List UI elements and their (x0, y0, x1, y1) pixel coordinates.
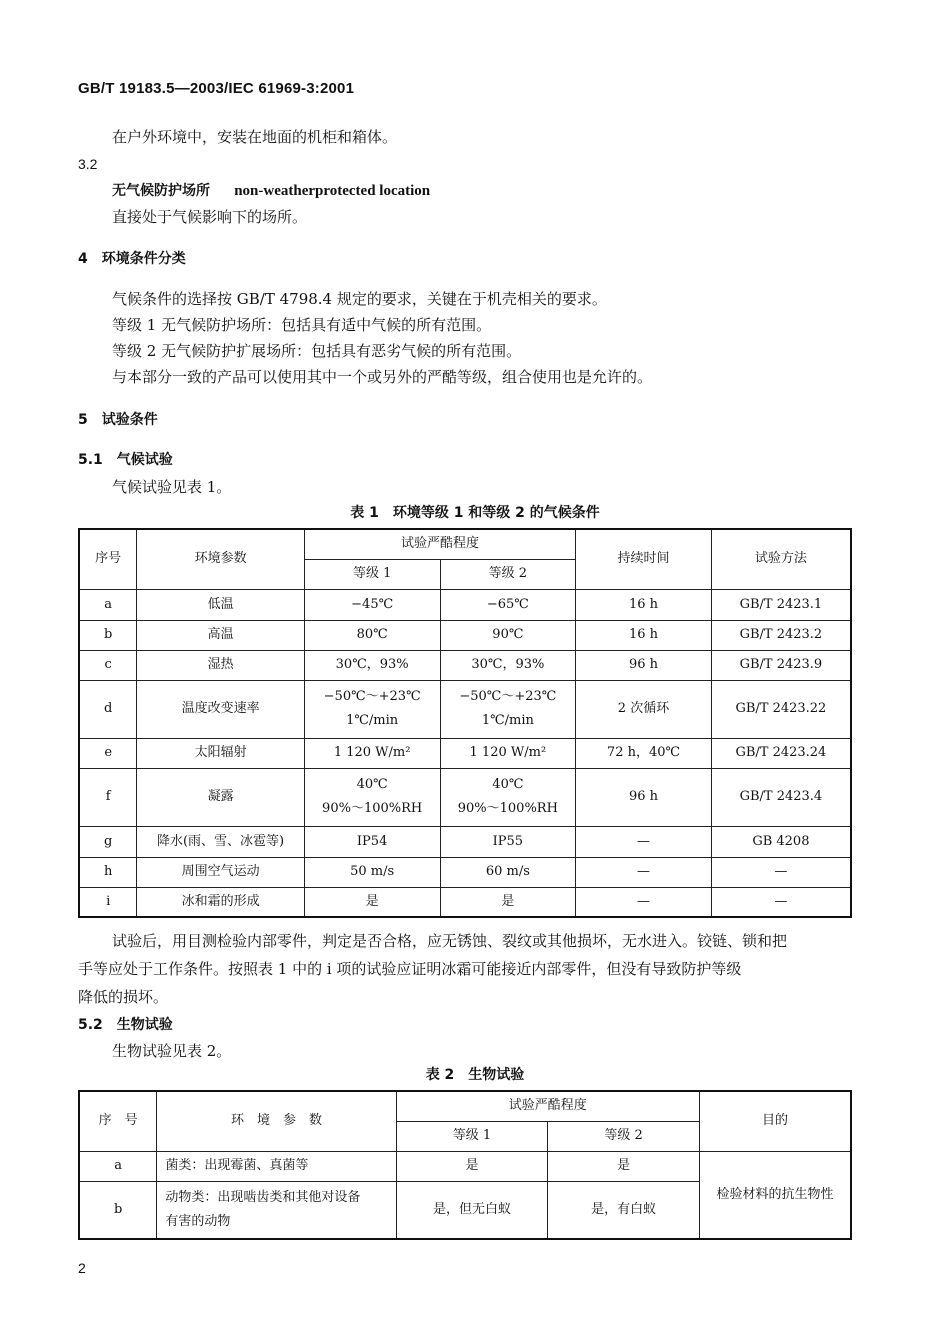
t2-l2: 是 (548, 1151, 700, 1181)
t1-l2: IP55 (440, 826, 576, 857)
table-row (79, 650, 851, 680)
t2-param: 菌类：出现霉菌、真菌等 (157, 1151, 396, 1181)
t2-l1: 是 (396, 1151, 548, 1181)
t1-param: 太阳辐射 (137, 738, 304, 768)
table-row (79, 738, 851, 768)
t1-method: GB/T 2423.1 (711, 589, 851, 620)
table-2 (78, 1090, 852, 1240)
term-definition: 直接处于气候影响下的场所。 (112, 208, 308, 226)
t1-header-level2: 等级 2 (440, 559, 576, 589)
t1-seq: a (79, 589, 137, 620)
table-row (79, 620, 851, 650)
t1-l2: 是 (440, 887, 576, 917)
t1-l1: 1 120 W/m² (304, 738, 440, 768)
t2-header-severity: 试验严酷程度 (396, 1091, 699, 1121)
t1-l2-line2: 90%～100%RH (457, 801, 558, 816)
section-4-line-2: 等级 1 无气候防护场所：包括具有适中气候的所有范围。 (112, 316, 492, 334)
table-row (79, 1151, 851, 1181)
t1-seq: b (79, 620, 137, 650)
table-1-caption: 表 1 环境等级 1 和等级 2 的气候条件 (350, 505, 600, 521)
t1-param: 降水(雨、雪、冰雹等) (137, 826, 304, 857)
t1-duration: 72 h，40℃ (576, 738, 712, 768)
section-4-line-4: 与本部分一致的产品可以使用其中一个或另外的严酷等级，组合使用也是允许的。 (112, 368, 653, 386)
t2-header-purpose: 目的 (699, 1091, 851, 1151)
t2-l1: 是，但无白蚁 (396, 1181, 548, 1239)
t1-l1 (304, 768, 440, 826)
term-heading (112, 180, 430, 200)
table-row (79, 589, 851, 620)
t1-l1: 50 m/s (304, 857, 440, 887)
t1-l2-line2: 1℃/min (481, 713, 534, 728)
t1-method: GB/T 2423.2 (711, 620, 851, 650)
t1-duration: 16 h (576, 589, 712, 620)
section-4-line-3: 等级 2 无气候防护扩展场所：包括具有恶劣气候的所有范围。 (112, 342, 522, 360)
intro-line: 在户外环境中，安装在地面的机柜和箱体。 (112, 128, 398, 146)
section-5-1-line: 气候试验见表 1。 (112, 478, 232, 496)
t1-l2-line1: −50℃～+23℃ (459, 689, 557, 704)
t1-l2: 60 m/s (440, 857, 576, 887)
after-table-1-line-2: 手等应处于工作条件。按照表 1 中的 i 项的试验应证明冰霜可能接近内部零件，但没有导致防护等级 (78, 960, 742, 978)
t1-method: GB/T 2423.9 (711, 650, 851, 680)
t1-seq: c (79, 650, 137, 680)
t1-l2: 1 120 W/m² (440, 738, 576, 768)
table-1 (78, 528, 852, 918)
table-row (79, 680, 851, 738)
t1-duration: 96 h (576, 650, 712, 680)
t1-l1: 80℃ (304, 620, 440, 650)
t1-duration: 2 次循环 (576, 680, 712, 738)
table-row (79, 887, 851, 917)
t1-duration: — (576, 887, 712, 917)
document-header: GB/T 19183.5—2003/IEC 61969-3:2001 (78, 80, 355, 97)
table-row (79, 826, 851, 857)
t1-l2 (440, 680, 576, 738)
t1-l1: 是 (304, 887, 440, 917)
t1-l1: 30℃，93% (304, 650, 440, 680)
section-5-2-title: 5.2 生物试验 (78, 1017, 173, 1033)
t1-header-method: 试验方法 (711, 529, 851, 589)
t1-header-severity: 试验严酷程度 (304, 529, 575, 559)
t1-l2 (440, 768, 576, 826)
t2-param-line1: 动物类：出现啮齿类和其他对设备 (165, 1189, 361, 1205)
section-5-1-title: 5.1 气候试验 (78, 452, 173, 468)
t1-param: 低温 (137, 589, 304, 620)
after-table-1-line-3: 降低的损坏。 (78, 988, 169, 1006)
t1-l1: −45℃ (304, 589, 440, 620)
t1-duration: — (576, 857, 712, 887)
t1-duration: — (576, 826, 712, 857)
t1-method: GB/T 2423.24 (711, 738, 851, 768)
t1-seq: g (79, 826, 137, 857)
t1-header-level1: 等级 1 (304, 559, 440, 589)
t1-method: GB 4208 (711, 826, 851, 857)
t1-duration: 96 h (576, 768, 712, 826)
t1-l1-line1: −50℃～+23℃ (323, 689, 421, 704)
t1-seq: d (79, 680, 137, 738)
section-4-title: 4 环境条件分类 (78, 251, 186, 267)
t1-param: 湿热 (137, 650, 304, 680)
term-en: non-weatherprotected location (234, 183, 431, 199)
t1-header-seq: 序号 (79, 529, 137, 589)
t1-l1-line2: 90%～100%RH (322, 801, 423, 816)
t1-l2: 30℃，93% (440, 650, 576, 680)
t1-l1-line2: 1℃/min (346, 713, 399, 728)
t1-seq: f (79, 768, 137, 826)
t1-l2: −65℃ (440, 589, 576, 620)
t1-method: — (711, 887, 851, 917)
section-3-2-number: 3.2 (78, 156, 98, 172)
after-table-1-line-1: 试验后，用目测检验内部零件，判定是否合格，应无锈蚀、裂纹或其他损坏，无水进入。铰链、锁和把 (112, 932, 788, 950)
section-4-line-1: 气候条件的选择按 GB/T 4798.4 规定的要求，关键在于机壳相关的要求。 (112, 290, 607, 308)
t2-purpose: 检验材料的抗生物性 (699, 1151, 851, 1239)
t1-duration: 16 h (576, 620, 712, 650)
page-number: 2 (78, 1260, 86, 1276)
t2-header-level2: 等级 2 (548, 1121, 700, 1151)
t2-param (157, 1181, 396, 1239)
table-row (79, 768, 851, 826)
t1-param: 周围空气运动 (137, 857, 304, 887)
t1-l2-line1: 40℃ (492, 777, 524, 792)
t1-seq: h (79, 857, 137, 887)
t1-method: GB/T 2423.22 (711, 680, 851, 738)
t1-method: — (711, 857, 851, 887)
t1-param: 温度改变速率 (137, 680, 304, 738)
t2-param-line2: 有害的动物 (165, 1213, 231, 1229)
t1-param: 高温 (137, 620, 304, 650)
t1-l1 (304, 680, 440, 738)
section-5-2-line: 生物试验见表 2。 (112, 1042, 232, 1060)
t2-seq: a (79, 1151, 157, 1181)
table-2-caption: 表 2 生物试验 (425, 1067, 525, 1083)
t1-seq: i (79, 887, 137, 917)
section-5-title: 5 试验条件 (78, 412, 158, 428)
table-row (79, 857, 851, 887)
t2-header-param: 环 境 参 数 (157, 1091, 396, 1151)
t1-header-param: 环境参数 (137, 529, 304, 589)
t1-l1: IP54 (304, 826, 440, 857)
t1-param: 凝露 (137, 768, 304, 826)
t1-param: 冰和霜的形成 (137, 887, 304, 917)
t1-l1-line1: 40℃ (356, 777, 388, 792)
t1-header-duration: 持续时间 (576, 529, 712, 589)
t2-seq: b (79, 1181, 157, 1239)
t1-l2: 90℃ (440, 620, 576, 650)
term-cn: 无气候防护场所 (112, 183, 210, 199)
t2-header-seq: 序 号 (79, 1091, 157, 1151)
t1-seq: e (79, 738, 137, 768)
t2-header-level1: 等级 1 (396, 1121, 548, 1151)
t1-method: GB/T 2423.4 (711, 768, 851, 826)
t2-l2: 是，有白蚁 (548, 1181, 700, 1239)
